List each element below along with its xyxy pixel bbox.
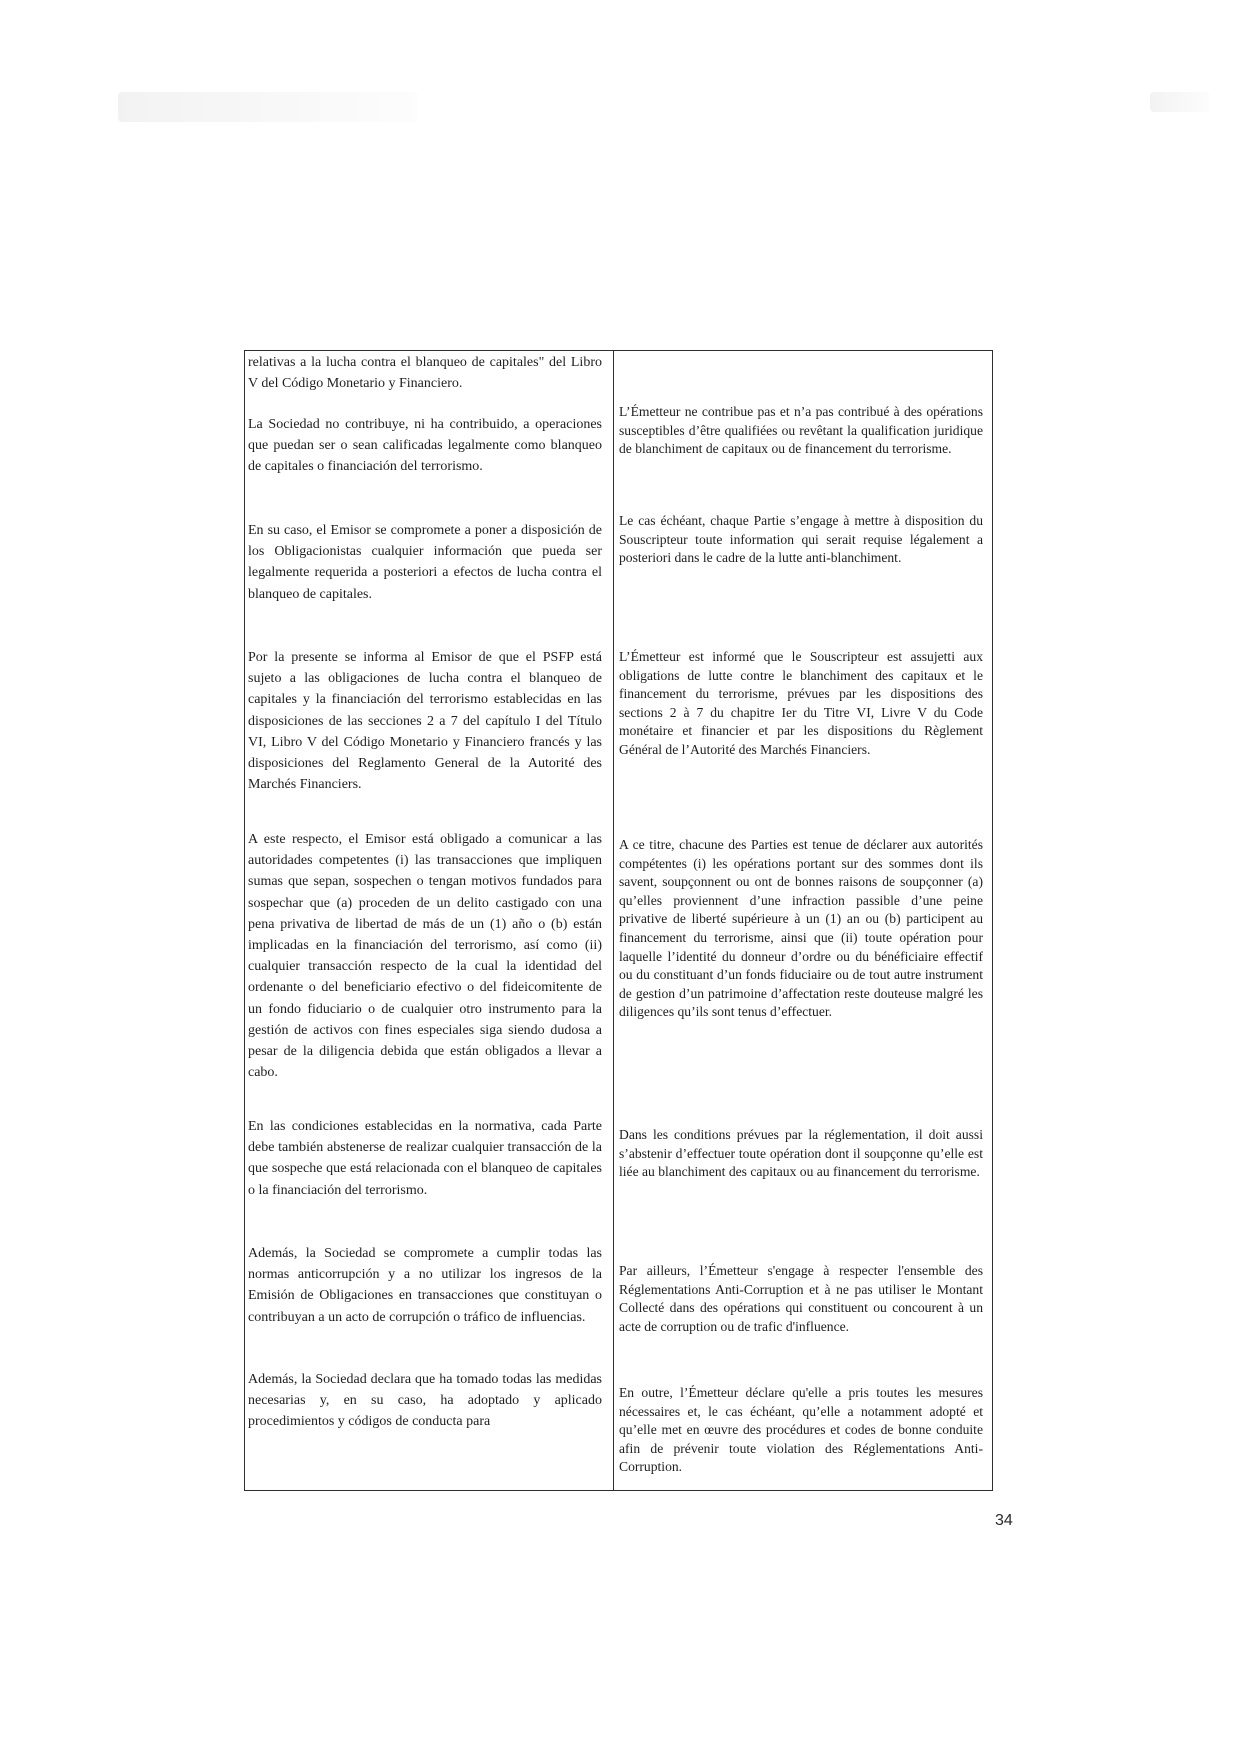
bilingual-clause-table bbox=[244, 350, 993, 1491]
page-number: 34 bbox=[995, 1512, 1013, 1529]
es-clause-aml-reference: relativas a la lucha contra el blanqueo de capitales" del Libro V del Código Monetario y Financiero. bbox=[248, 355, 602, 392]
es-clause-information-disclosure: En su caso, el Emisor se compromete a poner a disposición de los Obligacionistas cualquier información que pueda ser legalmente requerida a posteriori a efectos de lucha contra el blanqueo de capitales. bbox=[248, 523, 602, 602]
es-clause-reporting-duty: A este respecto, el Emisor está obligado a comunicar a las autoridades competentes (i) las transacciones que impliquen sumas que sepan, sospechen o tengan motivos fundados para sospechar que (a) proceden de un delito castigado con una pena privativa de libertad de más de un (1) año o (b) están implicadas en la financiación del terrorismo, así como (ii) cualquier transacción respecto de la cual la identidad del ordenante o del beneficiario efectivo o del fideicomitente de un fondo fiduciario o de cualquier otro instrumento para la gestión de activos con fines especiales siga siendo dudosa a pesar de la diligencia debida que están obligados a llevar a cabo. bbox=[248, 832, 602, 1081]
faded-header-mark bbox=[118, 92, 418, 122]
fr-clause-information-disclosure: Le cas échéant, chaque Partie s’engage à mettre à disposition du Souscripteur toute information qui serait requise légalement a posteriori dans le cadre de la lutte anti-blanchiment. bbox=[619, 513, 983, 566]
fr-clause-conduct-codes: En outre, l’Émetteur déclare qu'elle a pris toutes les mesures nécessaires et, le cas échéant, qu’elle a notamment adopté et qu’elle met en œuvre des procédures et codes de bonne conduite afin de prévenir toute violation des Réglementations Anti-Corruption. bbox=[619, 1385, 983, 1475]
fr-clause-reporting-duty: A ce titre, chacune des Parties est tenue de déclarer aux autorités compétentes (i) les opérations portant sur des sommes dont ils savent, soupçonnent ou ont de bonnes raisons de soupçonner (a) qu’elles proviennent d’une infraction passible d’une peine privative de liberté supérieure à un (1) an ou (b) participent au financement du terrorisme, ainsi que (ii) toute opération pour laquelle l’identité du donneur d’ordre ou du bénéficiaire effectif ou du constituant d’un fonds fiduciaire ou de tout autre instrument de gestion d’un patrimoine d’affectation reste douteuse malgré les diligences qu’ils sont tenus d’effectuer. bbox=[619, 837, 983, 1020]
french-column bbox=[614, 351, 992, 1490]
fr-clause-no-contribution: L’Émetteur ne contribue pas et n’a pas contribué à des opérations susceptibles d’être qualifiées ou revêtant la qualification juridique de blanchiment de capitaux ou de financement du terrorisme. bbox=[619, 404, 983, 457]
es-clause-conduct-codes: Además, la Sociedad declara que ha tomado todas las medidas necesarias y, en su caso, ha adoptado y aplicado procedimientos y códigos de conducta para bbox=[248, 1372, 602, 1430]
spanish-column bbox=[245, 351, 613, 1490]
es-clause-anti-corruption: Además, la Sociedad se compromete a cumplir todas las normas anticorrupción y a no utilizar los ingresos de la Emisión de Obligaciones en transacciones que constituyan o contribuyan a un acto de corrupción o tráfico de influencias. bbox=[248, 1246, 602, 1325]
es-clause-psfp-obligations: Por la presente se informa al Emisor de que el PSFP está sujeto a las obligaciones de lucha contra el blanqueo de capitales y la financiación del terrorismo establecidas en las disposiciones de las secciones 2 a 7 del capítulo I del Título VI, Libro V del Código Monetario y Financiero francés y las disposiciones del Reglamento General de la Autorité des Marchés Financiers. bbox=[248, 650, 602, 793]
fr-clause-subscriber-obligations: L’Émetteur est informé que le Souscripteur est assujetti aux obligations de lutte contre le blanchiment des capitaux et le financement du terrorisme, prévues par les dispositions des sections 2 à 7 du chapitre Ier du Titre VI, Livre V du Code monétaire et financier et par les dispositions du Règlement Général de l’Autorité des Marchés Financiers. bbox=[619, 649, 983, 757]
es-clause-abstention: En las condiciones establecidas en la normativa, cada Parte debe también abstenerse de realizar cualquier transacción de la que sospeche que está relacionada con el blanqueo de capitales o la financiación del terrorismo. bbox=[248, 1119, 602, 1198]
fr-clause-anti-corruption: Par ailleurs, l’Émetteur s'engage à respecter l'ensemble des Réglementations Anti-Corruption et à ne pas utiliser le Montant Collecté dans des opérations qui constituent ou concourent à un acte de corruption ou de trafic d'influence. bbox=[619, 1263, 983, 1334]
fr-clause-abstention: Dans les conditions prévues par la réglementation, il doit aussi s’abstenir d’effectuer toute opération dont il soupçonne qu’elle est liée au blanchiment des capitaux ou au financement du terrorisme. bbox=[619, 1127, 983, 1180]
faded-header-mark-right bbox=[1150, 92, 1210, 112]
es-clause-no-contribution: La Sociedad no contribuye, ni ha contribuido, a operaciones que puedan ser o sean calificadas legalmente como blanqueo de capitales o financiación del terrorismo. bbox=[248, 417, 602, 475]
